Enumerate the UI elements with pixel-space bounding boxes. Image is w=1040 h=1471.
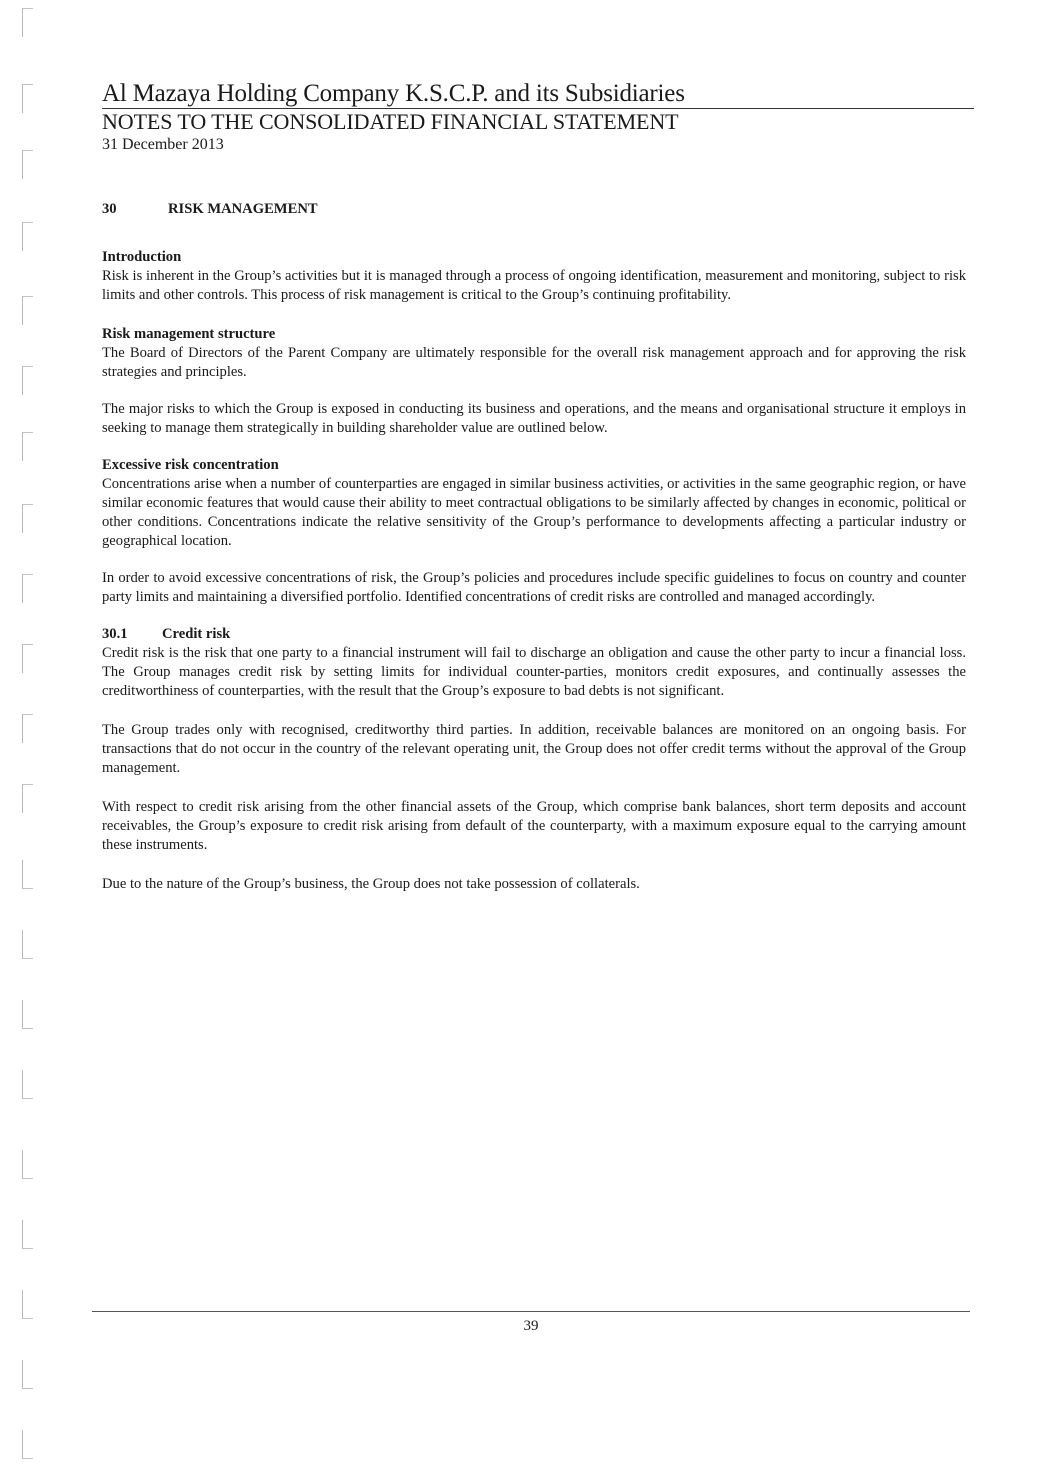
company-name: Al Mazaya Holding Company K.S.C.P. and its Subsidiaries [102,80,685,107]
page-number: 39 [523,1318,539,1334]
credit-risk-title: Credit risk [162,626,231,642]
page-body [102,200,966,894]
credit-risk-paragraph-1: Credit risk is the risk that one party to a financial instrument will fail to discharge an obligation and cause the other party to incur a financial loss. The Group manages credit risk by setting limits for individual counter-parties, monitors credit exposures, and continually assesses the creditworthiness of counterparties, with the result that the Group’s exposure to bad debts is not significant. [102,645,966,699]
credit-risk-paragraph-4: Due to the nature of the Group’s business, the Group does not take possession of collaterals. [102,876,640,892]
section-title: RISK MANAGEMENT [168,201,318,217]
page-footer [92,1311,970,1335]
notes-title: NOTES TO THE CONSOLIDATED FINANCIAL STATEMENT [102,109,679,134]
report-date: 31 December 2013 [102,136,224,153]
section-heading [102,200,966,219]
excessive-risk-paragraph-2: In order to avoid excessive concentrations of risk, the Group’s policies and procedures include specific guidelines to focus on country and counter party limits and maintaining a diversified portfolio. Identified concentrations of credit risks are controlled and managed accordingly. [102,570,966,605]
excessive-risk-heading: Excessive risk concentration [102,457,279,473]
credit-risk-number: 30.1 [102,626,128,642]
binding-edge-marks [14,0,40,1471]
risk-structure-heading: Risk management structure [102,326,276,342]
section-number: 30 [102,201,117,217]
risk-structure-paragraph-1: The Board of Directors of the Parent Company are ultimately responsible for the overall risk management approach and for approving the risk strategies and principles. [102,345,966,380]
footer-rule [92,1311,970,1312]
introduction-heading: Introduction [102,249,182,265]
risk-structure-paragraph-2: The major risks to which the Group is exposed in conducting its business and operations, and the means and organisational structure it employs in seeking to manage them strategically in building shareholder value are outlined below. [102,401,966,436]
credit-risk-paragraph-3: With respect to credit risk arising from the other financial assets of the Group, which comprise bank balances, short term deposits and account receivables, the Group’s exposure to credit risk arising from default of the counterparty, with a maximum exposure equal to the carrying amount these instruments. [102,799,966,853]
credit-risk-paragraph-2: The Group trades only with recognised, creditworthy third parties. In addition, receivable balances are monitored on an ongoing basis. For transactions that do not occur in the country of the relevant operating unit, the Group does not offer credit terms without the approval of the Group management. [102,722,966,776]
excessive-risk-paragraph-1: Concentrations arise when a number of counterparties are engaged in similar business activities, or activities in the same geographic region, or have similar economic features that would cause their ability to meet contractual obligations to be similarly affected by changes in economic, political or other conditions. Concentrations indicate the relative sensitivity of the Group’s performance to developments affecting a particular industry or geographical location. [102,476,966,549]
page-header [102,80,974,156]
credit-risk-heading [102,625,966,644]
introduction-paragraph: Risk is inherent in the Group’s activities but it is managed through a process of ongoing identification, measurement and monitoring, subject to risk limits and other controls. This process of risk management is critical to the Group’s continuing profitability. [102,268,966,303]
